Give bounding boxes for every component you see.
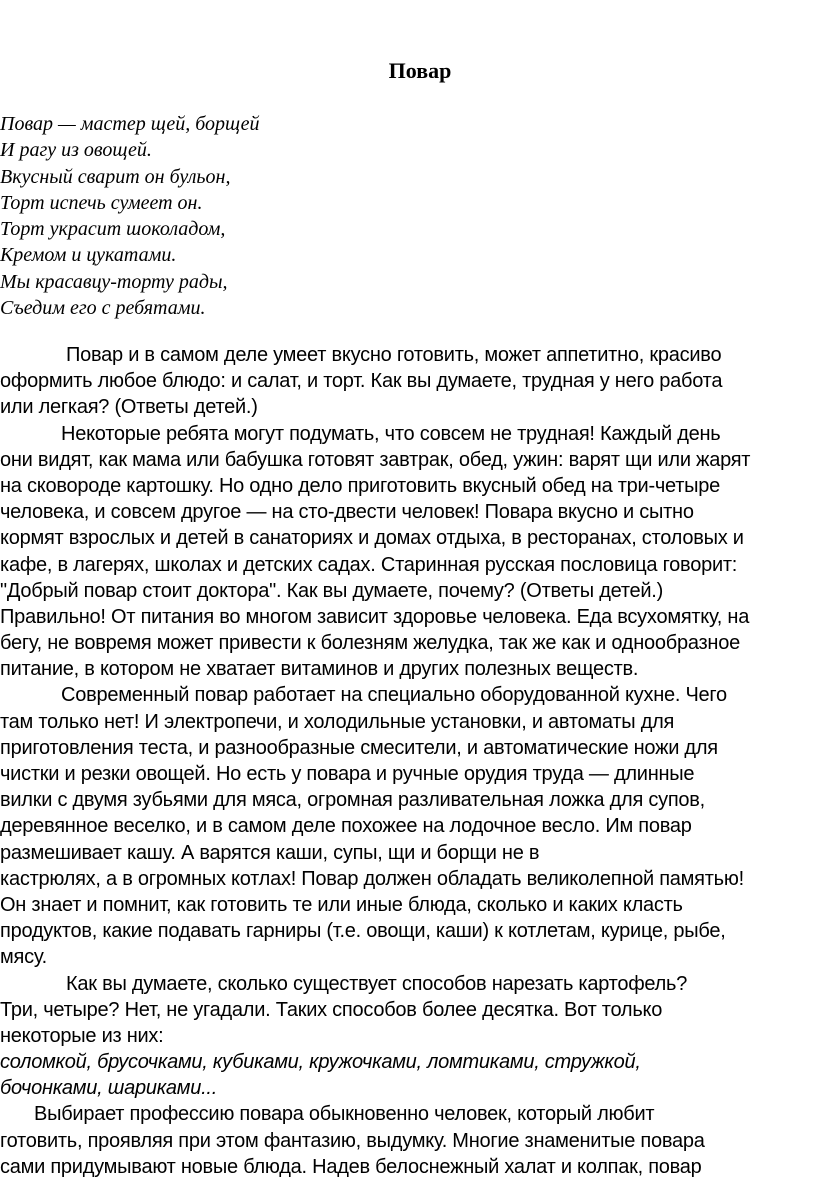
text-line: питание, в котором не хватает витаминов и других полезных веществ. <box>0 658 639 681</box>
text-line: Выбирает профессию повара обыкновенно человек, который любит <box>34 1103 655 1126</box>
text-line: размешивает кашу. А варятся каши, супы, щи и борщи не в <box>0 841 540 864</box>
text-line: Три, четыре? Нет, не угадали. Таких способов более десятка. Вот только <box>0 998 663 1021</box>
document-title: Повар <box>388 58 452 83</box>
text-line: "Добрый повар стоит доктора". Как вы думаете, почему? (Ответы детей.) <box>0 579 664 602</box>
text-line: человека, и совсем другое — на сто-двести человек! Повара вкусно и сытно <box>0 501 694 524</box>
text-line: кастрюлях, а в огромных котлах! Повар должен обладать великолепной памятью! <box>0 867 744 890</box>
text-line: вилки с двумя зубьями для мяса, огромная разливательная ложка для супов, <box>0 789 705 812</box>
body-text <box>0 342 816 1180</box>
poem-line: Вкусный сварит он бульон, <box>0 165 231 188</box>
text-line: кафе, в лагерях, школах и детских садах. Старинная русская пословица говорит: <box>0 553 738 576</box>
text-line-italic: бочонками, шариками... <box>0 1077 218 1100</box>
text-line: сами придумывают новые блюда. Надев белоснежный халат и колпак, повар <box>0 1155 702 1178</box>
text-line: или легкая? (Ответы детей.) <box>0 396 258 419</box>
text-line: Некоторые ребята могут подумать, что совсем не трудная! Каждый день <box>61 422 721 445</box>
text-line: там только нет! И электропечи, и холодильные установки, и автоматы для <box>0 710 675 733</box>
text-line: бегу, не вовремя может привести к болезням желудка, так же как и однообразное <box>0 632 740 655</box>
text-line: Как вы думаете, сколько существует способов нарезать картофель? <box>66 972 688 995</box>
text-line: Повар и в самом деле умеет вкусно готовить, может аппетитно, красиво <box>66 344 722 366</box>
poem-line: Торт испечь сумеет он. <box>0 191 203 214</box>
poem-line: Повар — мастер щей, борщей <box>0 113 260 135</box>
text-line: мясу. <box>0 946 47 969</box>
poem <box>0 111 259 321</box>
poem-line: Кремом и цукатами. <box>0 244 177 267</box>
text-line: приготовления теста, и разнообразные смесители, и автоматические ножи для <box>0 736 718 759</box>
text-line: Он знает и помнит, как готовить те или иные блюда, сколько и каких класть <box>0 893 683 916</box>
poem-line: Мы красавцу-торту рады, <box>0 270 228 293</box>
text-line: кормят взрослых и детей в санаториях и домах отдыха, в ресторанах, столовых и <box>0 527 744 550</box>
text-line-italic: соломкой, брусочками, кубиками, кружочками, ломтиками, стружкой, <box>0 1051 641 1074</box>
text-line: готовить, проявляя при этом фантазию, выдумку. Многие знаменитые повара <box>0 1129 705 1152</box>
text-line: оформить любое блюдо: и салат, и торт. Как вы думаете, трудная у него работа <box>0 370 723 393</box>
poem-line: Съедим его с ребятами. <box>0 297 206 320</box>
text-line: деревянное веселко, и в самом деле похожее на лодочное весло. Им повар <box>0 815 692 838</box>
text-line: они видят, как мама или бабушка готовят завтрак, обед, ужин: варят щи или жарят <box>0 448 751 471</box>
text-line: некоторые из них: <box>0 1024 164 1047</box>
text-line: продуктов, какие подавать гарниры (т.е. овощи, каши) к котлетам, курице, рыбе, <box>0 920 726 943</box>
text-line: Современный повар работает на специально оборудованной кухне. Чего <box>61 684 727 707</box>
poem-line: И рагу из овощей. <box>0 139 152 162</box>
text-line: Правильно! От питания во многом зависит здоровье человека. Еда всухомятку, на <box>0 605 750 628</box>
text-line: чистки и резки овощей. Но есть у повара и ручные орудия труда — длинные <box>0 763 695 785</box>
poem-line: Торт украсит шоколадом, <box>0 218 226 241</box>
text-line: на сковороде картошку. Но одно дело приготовить вкусный обед на три-четыре <box>0 474 721 497</box>
